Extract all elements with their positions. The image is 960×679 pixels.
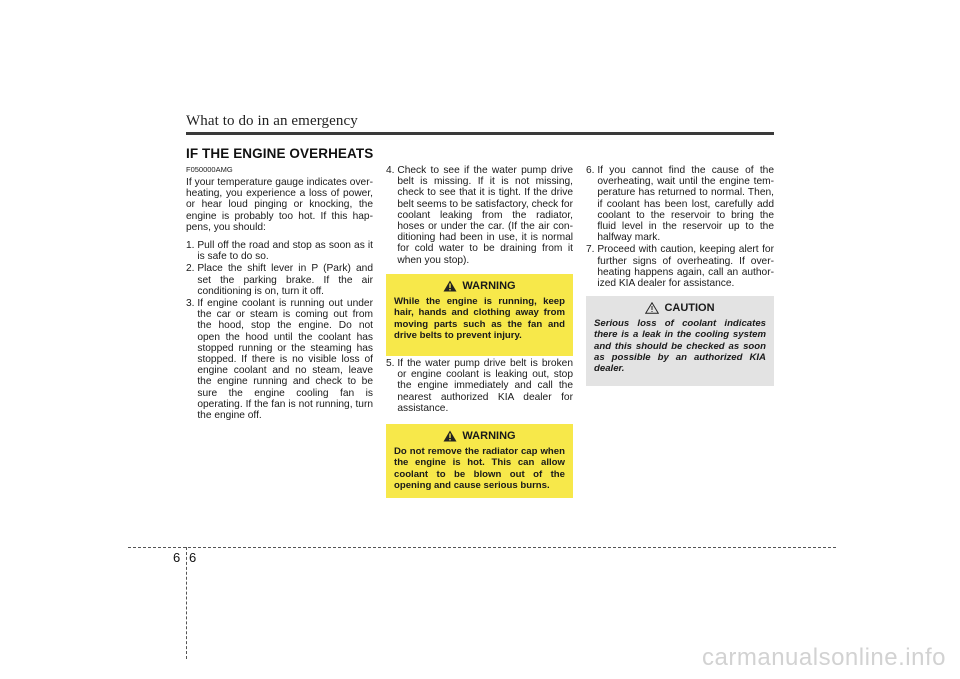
item-number: 5.	[386, 358, 395, 369]
column-1	[186, 165, 373, 422]
caution-icon	[645, 302, 659, 314]
list-item	[186, 263, 373, 297]
list-item	[386, 358, 573, 414]
footer-vertical-divider	[186, 547, 187, 659]
list-item	[386, 165, 573, 266]
column-2	[386, 165, 573, 267]
page-number: 6	[189, 550, 197, 565]
item-number: 7.	[586, 244, 595, 256]
column-3	[586, 165, 774, 290]
steps-list-1	[186, 240, 373, 421]
caution-title: CAUTION	[664, 302, 715, 314]
warning-icon	[443, 430, 457, 442]
warning-text: Do not remove the radiator cap when the engine is hot. This can allow coolant to be blown out of the opening and cause serious burns.	[394, 446, 565, 491]
list-item	[586, 165, 774, 243]
warning-header	[394, 280, 565, 292]
item-number: 3.	[186, 298, 195, 310]
warning-header	[394, 430, 565, 442]
item-text: Check to see if the water pump drive belt is missing. If it is not missing, check to see that it is tight. If the drive belt seems to be satisfactory, check for coolant leaking from the radiator, hoses or under the car. (If the air con-ditioning had been in use, it is normal for cold water to be draining from it when you stop).	[397, 165, 573, 266]
chapter-number: 6	[173, 550, 181, 565]
footer-divider	[128, 547, 836, 548]
header-rule	[186, 132, 774, 135]
item-text: If the water pump drive belt is broken or engine coolant is leaking out, stop the engine immediately and call the nearest authorized KIA dealer for assistance.	[397, 358, 573, 414]
list-item	[186, 298, 373, 421]
document-code: F050000AMG	[186, 165, 233, 174]
caution-text: Serious loss of coolant indicates there is a leak in the cooling system and this should be checked as soon as possible by an authorized KIA dealer.	[594, 318, 766, 375]
steps-list-4	[586, 165, 774, 289]
steps-list-3	[386, 358, 573, 414]
item-text: If you cannot find the cause of the overheating, wait until the engine tem-perature has returned to normal. Then, if coolant has been lost, carefully add coolant to the reservoir to bring the fluid level in the reservoir up to the halfway mark.	[597, 165, 774, 244]
page-heading: IF THE ENGINE OVERHEATS	[186, 146, 374, 161]
list-item	[586, 244, 774, 289]
warning-title: WARNING	[462, 280, 516, 292]
watermark: carmanualsonline.info	[702, 644, 946, 671]
item-text: Pull off the road and stop as soon as it is safe to do so.	[197, 240, 373, 263]
warning-icon	[443, 280, 457, 292]
steps-list-2	[386, 165, 573, 266]
item-text: Proceed with caution, keeping alert for further signs of overheating. If over-heating happens again, call an author-ized KIA dealer for assistance.	[597, 244, 774, 290]
item-number: 4.	[386, 165, 395, 176]
item-number: 1.	[186, 240, 195, 252]
item-number: 6.	[586, 165, 595, 176]
warning-text: While the engine is running, keep hair, hands and clothing away from moving parts such as the fan and drive belts to prevent injury.	[394, 296, 565, 341]
warning-box-1	[386, 274, 573, 356]
item-text: If engine coolant is running out under the car or steam is coming out from the hood, stop the engine. Do not open the hood until the coolant has stopped running or the steaming has stopped. If there is no visible loss of engine coolant and no steam, leave the engine running and check to be sure the engine cooling fan is operating. If the fan is not running, turn the engine off.	[197, 298, 373, 422]
item-text: Place the shift lever in P (Park) and set the parking brake. If the air conditioning is on, turn it off.	[197, 263, 373, 297]
warning-title: WARNING	[462, 430, 516, 442]
section-title: What to do in an emergency	[186, 113, 358, 129]
intro-paragraph: If your temperature gauge indicates over-heating, you experience a loss of power, or hear loud pinging or knocking, the engine is probably too hot. If this hap-pens, you should:	[186, 177, 373, 233]
item-number: 2.	[186, 263, 195, 275]
caution-header	[594, 302, 766, 314]
caution-box	[586, 296, 774, 386]
list-item	[186, 240, 373, 262]
warning-box-2	[386, 424, 573, 498]
column-2-lower	[386, 358, 573, 415]
